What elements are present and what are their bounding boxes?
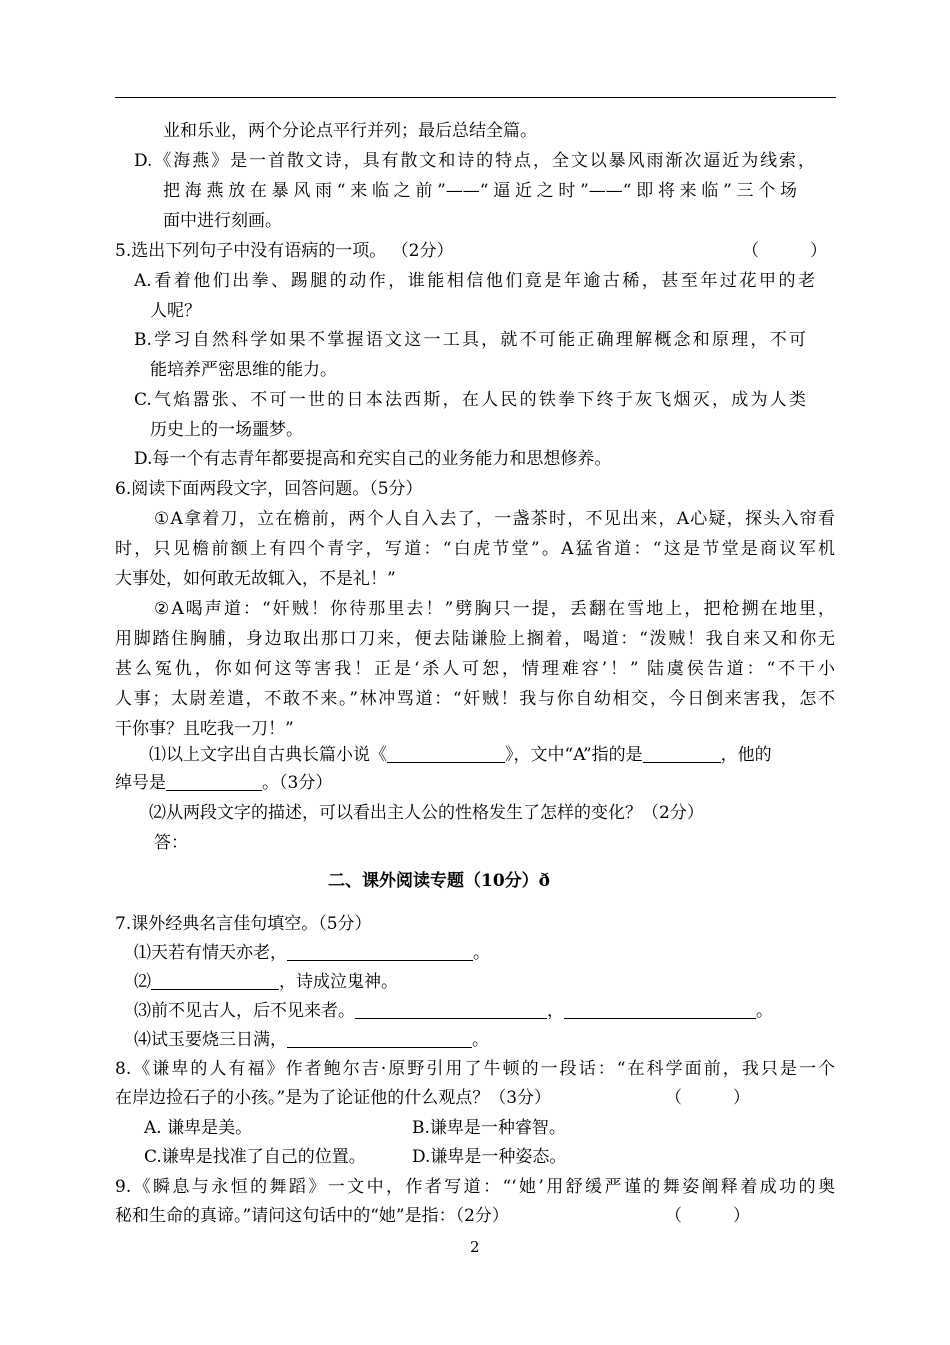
nickname-blank[interactable] <box>166 773 262 791</box>
option-b: 能培养严密思维的能力。 <box>150 360 337 380</box>
question-7: 7.课外经典名言佳句填空。（5分） <box>115 914 372 934</box>
sub-question-2: ⑵从两段文字的描述，可以看出主人公的性格发生了怎样的变化？（2分） <box>149 803 704 823</box>
answer-paren[interactable]: （ ） <box>665 1206 750 1226</box>
option-c: C.谦卑是找准了自己的位置。 <box>144 1147 366 1167</box>
header-rule <box>115 97 836 98</box>
option-c: 历史上的一场噩梦。 <box>150 420 303 440</box>
fill-in-text: ⑷试玉要烧三日满， <box>134 1030 287 1050</box>
option-b: B.谦卑是一种睿智。 <box>412 1118 566 1138</box>
question-9: 秘和生命的真谛。”请问这句话中的“她”是指：（2分） <box>115 1206 509 1226</box>
option-d-line: D.《海燕》是一首散文诗，具有散文和诗的特点，全文以暴风雨渐次逼近为线索， <box>134 151 815 171</box>
sub-question-1-text: ，他的 <box>720 745 772 765</box>
page-number: 2 <box>470 1238 480 1256</box>
sub-question-1-text: 。（3分） <box>262 773 333 793</box>
option-d: D.谦卑是一种姿态。 <box>412 1147 567 1167</box>
fill-in-4 <box>134 1029 489 1051</box>
sub-question-1-text: ⑴以上文字出自古典长篇小说《 <box>149 745 387 765</box>
fill-in-text: ⑵ <box>134 972 151 992</box>
character-blank[interactable] <box>643 745 721 763</box>
fill-in-blank[interactable] <box>287 1030 472 1048</box>
passage-2: 用脚踏住胸脯，身边取出那口刀来，便去陆谦脸上搁着，喝道：“泼贼！我自来又和你无 <box>115 629 835 649</box>
answer-paren[interactable]: （ ） <box>665 1088 750 1108</box>
passage-2: 干你事？且吃我一刀！” <box>115 719 294 739</box>
fill-in-text: ， <box>547 1001 564 1021</box>
option-a: 人呢？ <box>150 301 201 321</box>
question-9: 9.《瞬息与永恒的舞蹈》一文中，作者写道：“‘她’用舒缓严谨的舞姿阐释着成功的奥 <box>115 1177 835 1197</box>
option-d-line: 把海燕放在暴风雨“来临之前”——“逼近之时”——“即将来临”三个场 <box>163 181 797 201</box>
fill-in-1 <box>134 942 490 964</box>
sub-question-1b <box>115 772 332 794</box>
fill-in-2 <box>134 971 398 993</box>
option-a: A.看着他们出拳、踢腿的动作，谁能相信他们竟是年逾古稀，甚至年过花甲的老 <box>134 271 815 291</box>
passage-1: ①A拿着刀，立在檐前，两个人自入去了，一盏茶时，不见出来，A心疑，探头入帘看 <box>154 509 835 529</box>
novel-title-blank[interactable] <box>387 745 505 763</box>
sub-question-1-text: 》，文中“A”指的是 <box>505 745 643 765</box>
fill-in-blank[interactable] <box>151 972 279 990</box>
question-8: 8.《谦卑的人有福》作者鲍尔吉·原野引用了牛顿的一段话：“在科学面前，我只是一个 <box>115 1059 835 1079</box>
option-c: C.气焰嚣张、不可一世的日本法西斯，在人民的铁拳下终于灰飞烟灭，成为人类 <box>134 390 806 410</box>
fill-in-blank[interactable] <box>564 1001 756 1019</box>
fill-in-blank[interactable] <box>355 1001 547 1019</box>
answer-paren[interactable]: （ ） <box>742 241 827 261</box>
fill-in-text: ，诗成泣鬼神。 <box>279 972 398 992</box>
option-d: D.每一个有志青年都要提高和充实自己的业务能力和思想修养。 <box>134 449 612 469</box>
fill-in-text: ⑶前不见古人，后不见来者。 <box>134 1001 355 1021</box>
sub-question-1-text: 绰号是 <box>115 773 166 793</box>
question-8: 在岸边捡石子的小孩。”是为了论证他的什么观点？（3分） <box>115 1088 552 1108</box>
fill-in-text: 。 <box>756 1001 773 1021</box>
fill-in-text: 。 <box>473 943 490 963</box>
option-d-line: 面中进行刻画。 <box>163 211 282 231</box>
passage-1: 大事处，如何敢无故辄入，不是礼！” <box>115 569 396 589</box>
question-6: 6.阅读下面两段文字，回答问题。（5分） <box>115 479 423 499</box>
sub-question-1 <box>149 744 772 766</box>
fill-in-text: 。 <box>472 1030 489 1050</box>
option-b: B.学习自然科学如果不掌握语文这一工具，就不可能正确理解概念和原理，不可 <box>134 330 806 350</box>
question-5: 5.选出下列句子中没有语病的一项。 （2分） <box>115 241 454 261</box>
passage-2: ②A喝声道：“奸贼！你待那里去！”劈胸只一提，丢翻在雪地上，把枪搠在地里， <box>154 599 835 619</box>
fill-in-text: ⑴天若有情天亦老， <box>134 943 287 963</box>
passage-2: 甚么冤仇，你如何这等害我！正是‘杀人可恕，情理难容’！” 陆虞侯告道：“不干小 <box>115 659 835 679</box>
passage-1: 时，只见檐前额上有四个青字，写道：“白虎节堂”。A猛省道：“这是节堂是商议军机 <box>115 539 835 559</box>
fill-in-blank[interactable] <box>287 943 473 961</box>
option-a: A. 谦卑是美。 <box>144 1118 253 1138</box>
passage-2: 人事；太尉差遣，不敢不来。”林冲骂道：“奸贼！我与你自幼相交，今日倒来害我，怎不 <box>115 689 835 709</box>
fill-in-3 <box>134 1000 773 1022</box>
answer-label: 答： <box>154 833 188 853</box>
text-line: 业和乐业，两个分论点平行并列；最后总结全篇。 <box>163 121 537 141</box>
section-heading: 二、课外阅读专题（10分）ð <box>328 871 550 891</box>
